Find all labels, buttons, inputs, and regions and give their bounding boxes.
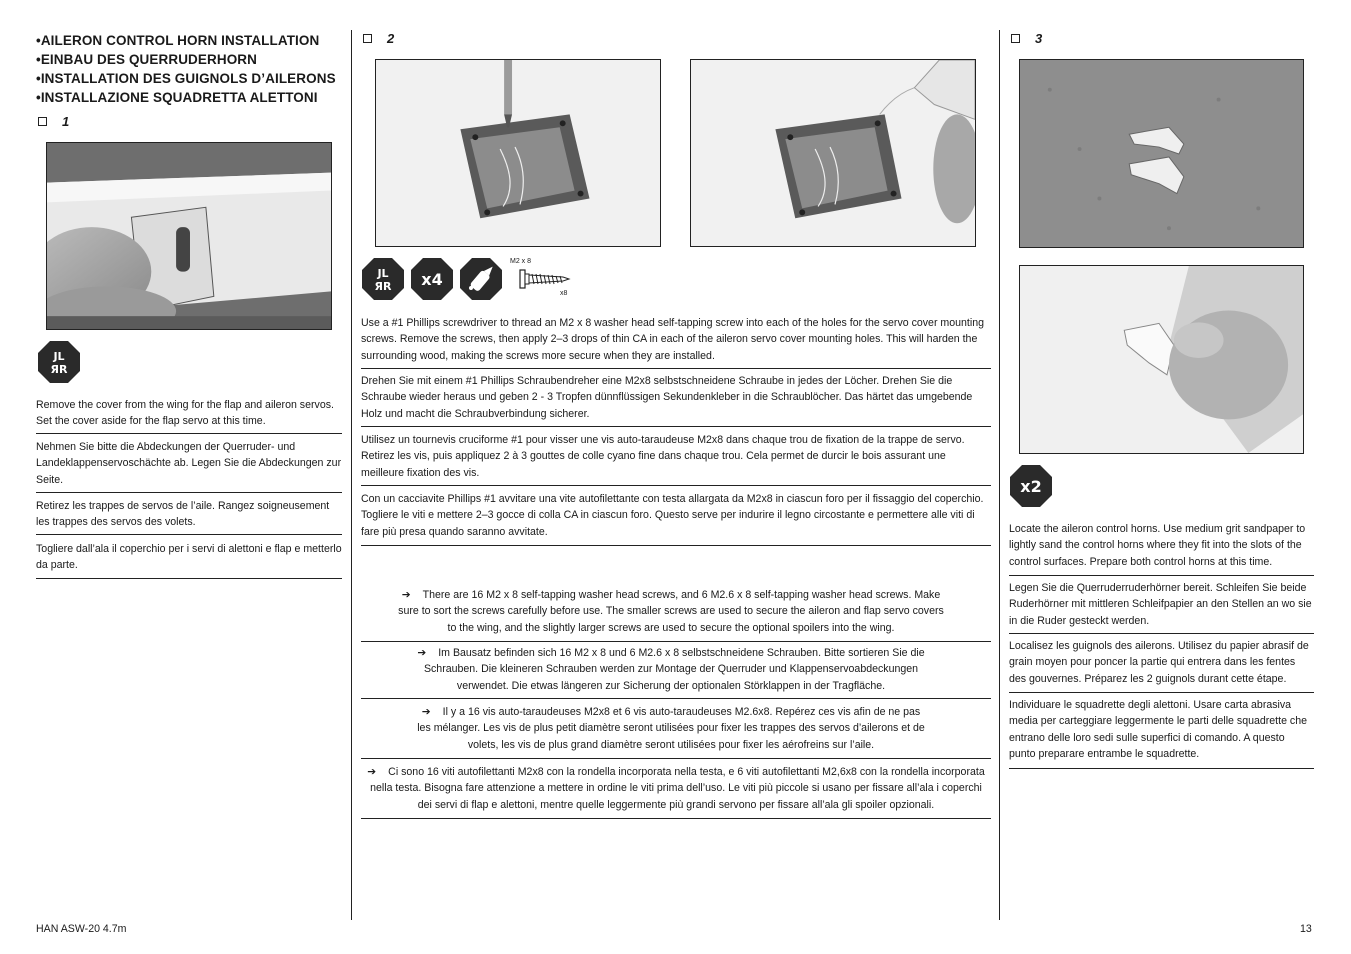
step-1-label <box>38 114 69 129</box>
step-2-text-it: Con un cacciavite Phillips #1 avvitare una vite autofilettante con testa allargata da M2x8 in ciascun foro per il fissaggio del coperchio. Togliere le viti e mettere 2–3 gocce di colla CA in ciascun foro. Questo serve per indurire il legno circostante e permettere alle viti di fare più presa quando saranno avvitate. <box>361 491 991 546</box>
step-3-text-en: Locate the aileron control horns. Use medium grit sandpaper to lightly sand the control horns where they fit into the slots of the control surfaces. Prepare both control horns at this time. <box>1009 521 1314 576</box>
step-2-label <box>363 31 394 46</box>
step-2-note-it <box>361 764 991 819</box>
arrow-icon: ➔ <box>417 647 427 659</box>
svg-text:JL: JL <box>377 267 389 280</box>
step-2-text-fr: Utilisez un tournevis cruciforme #1 pour visser une vis auto-taraudeuse M2x8 dans chaque trou de fixation de la trappe de servo. Retirez les vis, puis appliquez 2 à 3 gouttes de colle cyano fine dans chaque trou. Cela permet de durcir le bois assurant une meilleure fixation des vis. <box>361 432 991 486</box>
heading-line-it: •INSTALLAZIONE SQUADRETTA ALETTONI <box>36 90 318 105</box>
step-2-note-de <box>361 645 991 699</box>
step-2-text-en: Use a #1 Phillips screwdriver to thread an M2 x 8 washer head self-tapping screw into each of the holes for the servo cover mounting screws. Remove the screws, then apply 2–3 drops of thin CA in each of the aileron servo cover mounting holes. This will harden the surrounding wood, making the screws more secure when they are installed. <box>361 315 991 369</box>
step-2-note-en <box>361 587 991 642</box>
step-3-text-fr: Localisez les guignols des ailerons. Utilisez du papier abrasif de grain moyen pour poncer la partie qui entrera dans les fentes des gouvernes. Préparez les 2 guignols durant cette étape. <box>1009 638 1314 693</box>
heading-line-fr: •INSTALLATION DES GUIGNOLS D’AILERONS <box>36 71 336 86</box>
step-2-number: 2 <box>387 31 395 46</box>
screw-count-label: x8 <box>560 290 568 297</box>
glue-bottle-badge-icon <box>459 257 503 301</box>
screw-size-label: M2 x 8 <box>510 258 532 265</box>
arrow-icon: ➔ <box>367 766 377 778</box>
step-2-photo-glue <box>690 59 976 247</box>
step-2-note-fr <box>361 704 991 759</box>
svg-text:ЯR: ЯR <box>374 280 392 293</box>
step-2-photo-screwdriver <box>375 59 661 247</box>
svg-text:JL: JL <box>53 350 65 363</box>
step-3-text-de: Legen Sie die Querruderruderhörner bereit. Schleifen Sie beide Ruderhörner mit mittleren Schleifpapier an den Stellen an wo sie in die Ruder gesteckt werden. <box>1009 580 1314 634</box>
quantity-x2-badge <box>1009 464 1053 508</box>
step-3-number: 3 <box>1035 31 1043 46</box>
step-1-text-de: Nehmen Sie bitte die Abdeckungen der Querruder- und Landeklappenservoschächte ab. Legen Sie die Abdeckungen zur Seite. <box>36 439 342 493</box>
step-3-text-it: Individuare le squadrette degli alettoni. Usare carta abrasiva media per carteggiare leggermente le parti delle squadrette che entrano delle loro sedi sulle superfici di comando. A questo punto preparare entrambe le squadrette. <box>1009 697 1314 769</box>
step-1-photo <box>46 142 332 330</box>
step-3-photo-sanding <box>1019 265 1304 454</box>
arrow-icon: ➔ <box>401 589 411 601</box>
quantity-x4-badge <box>410 257 454 301</box>
note-text-it: Ci sono 16 viti autofilettanti M2x8 con la rondella incorporata nella testa, e 6 viti autofilettanti M2,6x8 con la rondella incorporata nella testa. Bisogna fare attenzione a mettere in ordine le viti prima dell’uso. Le viti più piccole si usano per fissare all’ala i coperchi dei servi di flap e alettoni, mentre quelle leggermente più grandi servono per fissare all’ala gli spoiler opzionali. <box>370 766 985 811</box>
x4-label: x4 <box>421 270 443 289</box>
svg-text:ЯR: ЯR <box>50 363 68 376</box>
checkbox-icon <box>363 34 372 43</box>
column-divider-1 <box>351 30 352 920</box>
step-1-number: 1 <box>62 114 70 129</box>
section-heading <box>36 31 336 107</box>
step-3-label <box>1011 31 1042 46</box>
screwdriver-badge-icon <box>37 340 81 384</box>
step-2-text-de: Drehen Sie mit einem #1 Phillips Schraubendreher eine M2x8 selbstschneidene Schraube in jedes der Löcher. Drehen Sie die Schraube wieder heraus und geben 2 - 3 Tropfen dünnflüssigen Sekundenkleber in die Schraublöcher. Das härtet das umgebende Holz und macht die Schraubverbindung sicherer. <box>361 373 991 427</box>
checkbox-icon <box>38 117 47 126</box>
step-1-text-fr: Retirez les trappes de servos de l’aile. Rangez soigneusement les trappes des servos des volets. <box>36 498 342 535</box>
arrow-icon: ➔ <box>421 706 431 718</box>
checkbox-icon <box>1011 34 1020 43</box>
heading-line-en: •AILERON CONTROL HORN INSTALLATION <box>36 33 320 48</box>
heading-line-de: •EINBAU DES QUERRUDERHORN <box>36 52 257 67</box>
step-1-text-it: Togliere dall’ala il coperchio per i servi di alettoni e flap e metterlo da parte. <box>36 541 342 579</box>
step-3-photo-control-horns <box>1019 59 1304 248</box>
screwdriver-badge-icon-2 <box>361 257 405 301</box>
x2-label: x2 <box>1020 477 1042 496</box>
note-text-en: There are 16 M2 x 8 self-tapping washer head screws, and 6 M2.6 x 8 self-tapping washer head screws. Make sure to sort the screws carefully before use. The smaller screws are used to secure the aileron and flap servo covers to the wing, and the slightly larger screws are used to secure the optional spoilers into the wing. <box>398 589 944 634</box>
step-1-text-en: Remove the cover from the wing for the flap and aileron servos. Set the cover aside for the flap servo at this time. <box>36 397 342 434</box>
screw-icon <box>519 268 571 290</box>
note-text-de: Im Bausatz befinden sich 16 M2 x 8 und 6 M2.6 x 8 selbstschneidene Schrauben. Bitte sortieren Sie die Schrauben. Die kleineren Schrauben werden zur Montage der Querruder und Klappenservoabdeckungen verwendet. Die etwas längeren zur Sicherung der optionalen Störklappen in der Tragfläche. <box>423 647 925 692</box>
column-divider-2 <box>999 30 1000 920</box>
page-number: 13 <box>1300 923 1312 935</box>
note-text-fr: Il y a 16 vis auto-taraudeuses M2x8 et 6 vis auto-taraudeuses M2.6x8. Repérez ces vis afin de ne pas les mélanger. Les vis de plus petit diamètre seront utilisées pour fixer les trappes des servos d’ailerons et de volets, les vis de plus grand diamètre seront utilisées pour fixer les aérofreins sur l’aile. <box>417 706 925 751</box>
footer-model-name: HAN ASW-20 4.7m <box>36 923 127 935</box>
